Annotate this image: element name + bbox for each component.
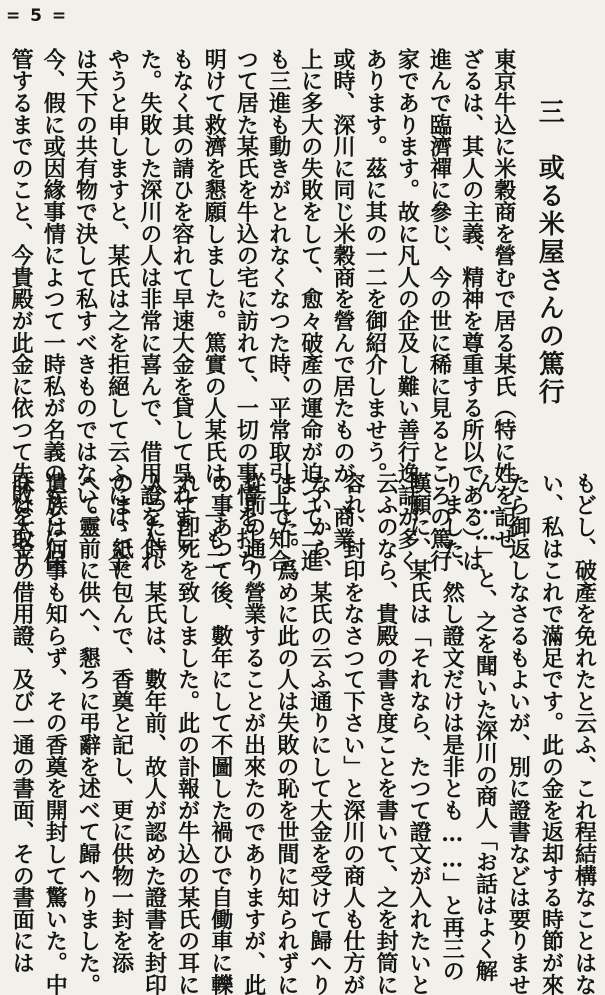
text-column: りました、然し證文だけは是非とも……」と再三の bbox=[439, 472, 466, 982]
text-column: 入つた時、某氏は、數年前、故人が認めた證書を封印 bbox=[141, 472, 168, 995]
text-column: 遺族は何事も知らず、その香奠を開封して驚いた。中 bbox=[42, 472, 69, 995]
text-column: 或時、深川に同じ米穀商を營んで居たものが、商業 bbox=[329, 48, 356, 550]
bottom-section bbox=[0, 466, 605, 995]
text-column: た。失敗した深川の人は非常に喜んで、借用證を入れ bbox=[136, 48, 163, 572]
text-column: 今、假に或因緣事情によつて一時私が名義のもとに保 bbox=[40, 48, 67, 572]
text-column: のまゝ紙に包んで、香奠と記し、更に供物一封を添 bbox=[108, 472, 135, 974]
text-column: ないから、某氏の云ふ通りにして大金を受けて歸へり bbox=[306, 472, 333, 995]
text-column: 嘆願に、某氏は「それなら、たつて證文が入れたいと bbox=[406, 472, 433, 995]
text-column: れて卽死を致しました。此の訃報が牛込の某氏の耳に bbox=[174, 472, 201, 995]
text-column: 明けて救濟を懇願しました。篤實の人某氏は、一も二 bbox=[201, 48, 228, 572]
text-column: 上に多大の失敗をして、愈々破產の運命が迫つて二進 bbox=[297, 48, 324, 572]
text-column: つて居た某氏を牛込の宅に訪れて、一切の事情を打ち bbox=[233, 48, 260, 572]
text-column: 進んで臨濟禪に參じ、今の世に稀に見るところの篤行 bbox=[426, 48, 453, 572]
text-column: も三進も動きがとれなくなつた時、平常取引上で知合 bbox=[265, 48, 292, 572]
text-column: へて靈前に供へ、懇ろに弔辭を述べて歸へりました。 bbox=[75, 472, 102, 995]
text-column: 東京牛込に米穀商を營むで居る某氏（特に姓を記せ bbox=[490, 48, 517, 550]
text-column: もどし、破產を免れたと云ふ、これ程結構なことはな bbox=[571, 472, 598, 995]
text-column: 管するまでのこと、今貴殿が此金に依つて失敗を取り bbox=[8, 48, 35, 572]
text-column: の事あつて後、數年にして不圖した禍ひで自働車に轢 bbox=[207, 472, 234, 995]
text-column: もなく其の請ひを容れて早速大金を貸して呉れまし bbox=[169, 48, 196, 550]
text-column: あります。茲に其の一二を御紹介しませう。 bbox=[362, 48, 389, 485]
section-heading: 三 或る米屋さんの篤行 bbox=[534, 98, 565, 406]
page-number: = 5 = bbox=[6, 6, 69, 26]
text-column: 云ふのなら、貴殿の書き度ことを書いて、之を封筒に bbox=[373, 472, 400, 995]
text-column: たら御返しなさるもよいが、別に證書などは要りませ bbox=[505, 472, 532, 995]
text-column: い、私はこれで滿足です。此の金を返却する時節が來 bbox=[538, 472, 565, 995]
top-section bbox=[0, 28, 605, 572]
text-column: ざるは、其人の主義、精神を尊重する所以である）は bbox=[458, 48, 485, 572]
text-column: ました。爲めに此の人は失敗の恥を世間に知られずに bbox=[273, 472, 300, 995]
text-column: 家であります。故に凡人の企及し難い善行逸話が多く bbox=[394, 48, 421, 572]
text-column: やうと申しますと、某氏は之を拒絕して云ふには「金 bbox=[104, 48, 131, 572]
text-column: 容れ、封印をなさつて下さい」と深川の商人も仕方が bbox=[340, 472, 366, 995]
text-column: ん……」と、之を聞いた深川の商人「お話はよく解 bbox=[472, 472, 499, 982]
text-column: 從前の通り營業することが出來たのでありますが、此 bbox=[240, 472, 267, 995]
text-column: は天下の共有物で決して私すべきものではない。 bbox=[72, 48, 99, 528]
text-column: 味は大金の借用證、及び一通の書面、その書面には bbox=[9, 472, 36, 974]
